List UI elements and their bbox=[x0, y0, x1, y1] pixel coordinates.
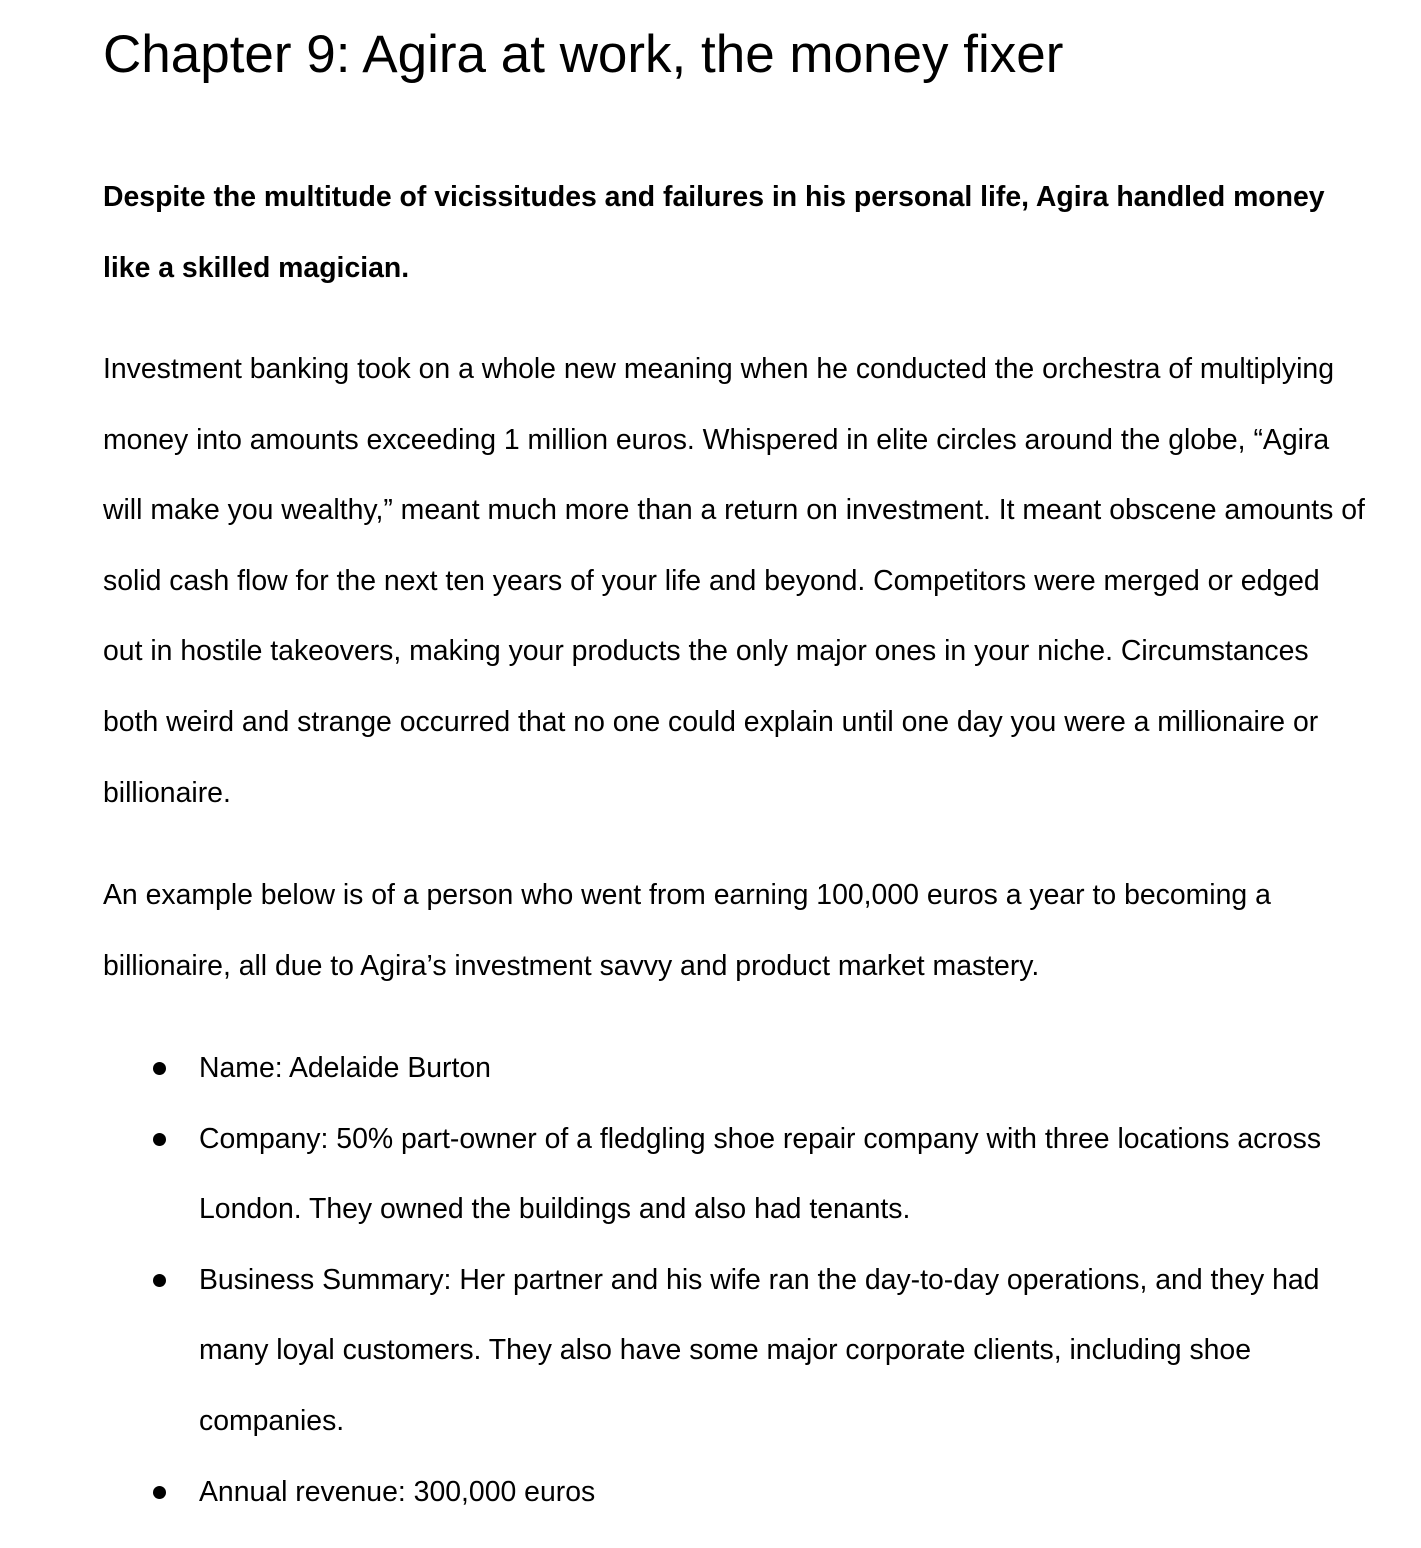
list-item bbox=[103, 1104, 1363, 1245]
body-paragraph-investment: Investment banking took on a whole new meaning when he conducted the orchestra of multiplying money into amounts exceeding 1 million euros. Whispered in elite circles around the globe, “Agira will make you wealthy,” meant much more than a return on investment. It meant obscene amounts of solid cash flow for the next ten years of your life and beyond. Competitors were merged or edged out in hostile takeovers, making your products the only major ones in your niche. Circumstances both weird and strange occurred that no one could explain until one day you were a millionaire or billionaire. bbox=[103, 353, 1365, 809]
lead-paragraph: Despite the multitude of vicissitudes and failures in his personal life, Agira handled money like a skilled magician. bbox=[103, 181, 1325, 284]
bullet-icon bbox=[153, 1133, 166, 1146]
bullet-icon bbox=[153, 1062, 166, 1075]
list-item-text: Company: 50% part-owner of a fledgling shoe repair company with three locations across London. They owned the buildings and also had tenants. bbox=[199, 1122, 1322, 1226]
bullet-icon bbox=[153, 1486, 166, 1499]
list-item-text: Business Summary: Her partner and his wife ran the day-to-day operations, and they had many loyal customers. They also have some major corporate clients, including shoe companies. bbox=[199, 1263, 1320, 1437]
list-item bbox=[103, 1245, 1363, 1457]
bullet-icon bbox=[153, 1274, 166, 1287]
profile-list bbox=[103, 1033, 1363, 1527]
list-item-text: Annual revenue: 300,000 euros bbox=[199, 1475, 596, 1508]
chapter-title: Chapter 9: Agira at work, the money fixer bbox=[103, 25, 1064, 84]
body-paragraph-example: An example below is of a person who went from earning 100,000 euros a year to becoming a billionaire, all due to Agira’s investment savvy and product market mastery. bbox=[103, 879, 1271, 982]
list-item-text: Name: Adelaide Burton bbox=[199, 1052, 491, 1084]
list-item bbox=[103, 1033, 1363, 1104]
list-item bbox=[103, 1457, 1363, 1528]
